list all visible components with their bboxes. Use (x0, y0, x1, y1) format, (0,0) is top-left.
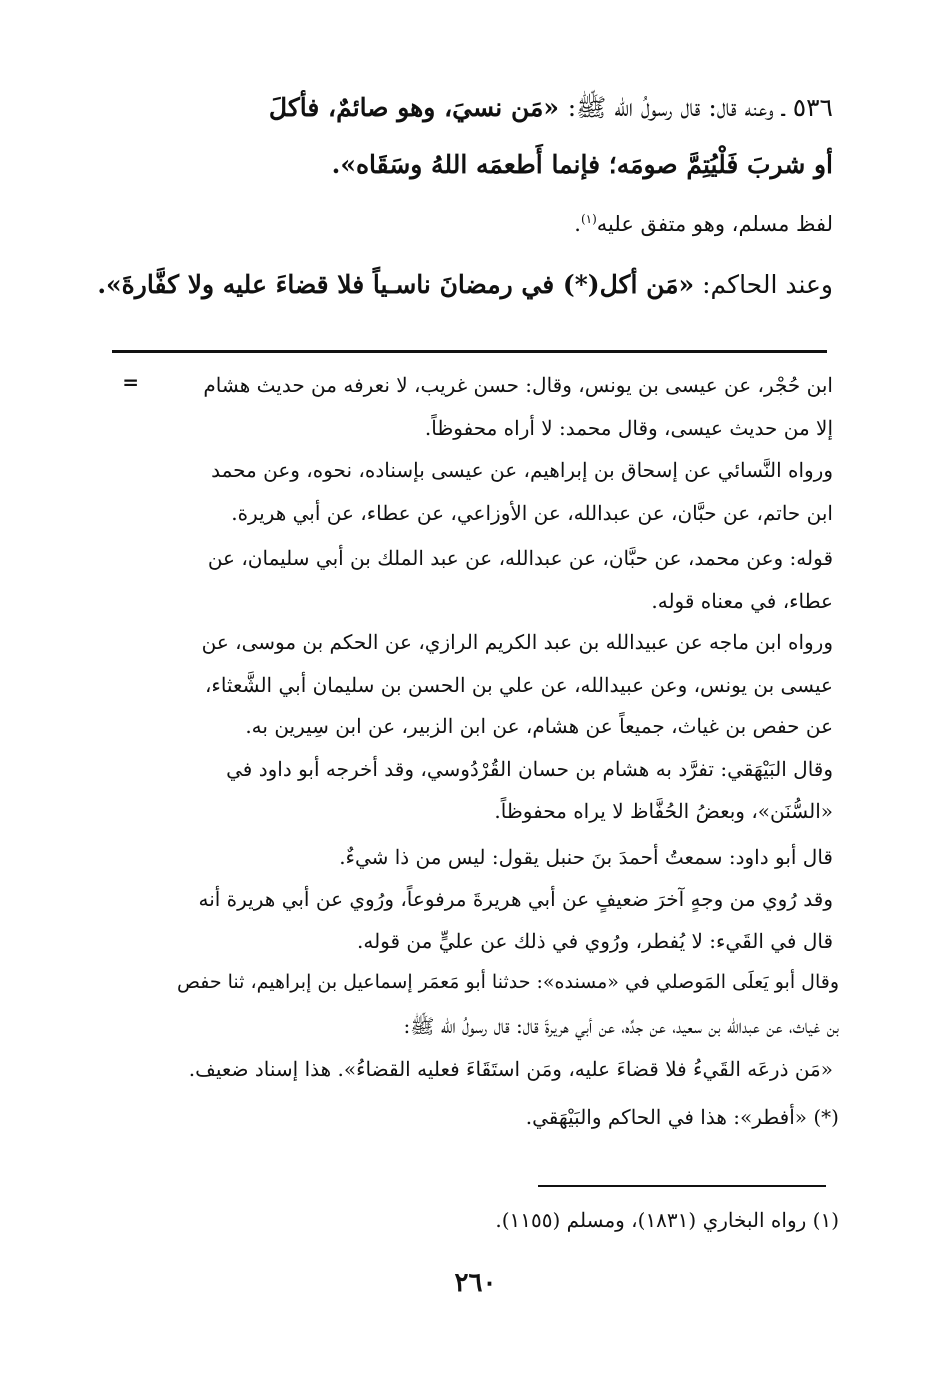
hadith-line-2: أو شربَ فَلْيُتِمَّ صومَه؛ فإنما أَطعمَه اللهُ وسَقَاه». (331, 150, 833, 179)
footnote-ref: (١) (580, 212, 597, 226)
note-line: إلا من حديث عيسى، وقال محمد: لا أراه محفوظاً. (424, 416, 833, 440)
page-number: ٢٦٠ (454, 1268, 497, 1298)
note-line: عن حفص بن غياث، جميعاً عن هشام، عن ابن الزبير، عن ابن سِيرين به. (245, 714, 833, 738)
note-line: قال في القَيء: لا يُفطر، ورُوي في ذلك عن عليٍّ من قوله. (356, 929, 833, 953)
note-line: ورواه ابن ماجه عن عبيدالله بن عبد الكريم الرازي، عن الحكم بن موسى، عن (201, 630, 833, 654)
hadith-line-4-lead: وعند الحاكم: (694, 270, 833, 299)
hadith-line-1-lead: ٥٣٦ ـ وعنه قال: قال رسولُ الله ﷺ: (567, 93, 833, 122)
hadith-line-1-quote: «مَن نسيَ، وهو صائمٌ، فأكلَ (268, 93, 568, 122)
note-line: ورواه النَّسائي عن إسحاق بن إبراهيم، عن عيسى بإسناده، نحوه، وعن محمد (211, 458, 833, 482)
note-line: «السُّنَن»، وبعضُ الحُفَّاظ لا يراه محفوظاً. (494, 799, 833, 823)
hadith-line-3-text: لفظ مسلم، وهو متفق عليه (596, 212, 833, 236)
footnote-separator-rule (538, 1185, 826, 1187)
hadith-line-4 (97, 270, 833, 299)
note-line: ابن حُجْر، عن عيسى بن يونس، وقال: حسن غريب، لا نعرفه من حديث هشام (203, 373, 833, 397)
note-line: وقال البَيْهَقي: تفرَّد به هشام بن حسان القُرْدُوسي، وقد أخرجه أبو داود في (226, 757, 833, 781)
note-line: وقال أبو يَعلَى المَوصلي في «مسنده»: حدثنا أبو مَعمَر إسماعيل بن إبراهيم، ثنا حفص (176, 971, 839, 993)
note-line: قوله: وعن محمد، عن حبَّان، عن عبدالله، عن عبد الملك بن أبي سليمان، عن (207, 546, 833, 570)
note-line: عيسى بن يونس، وعن عبيدالله، عن علي بن الحسن بن سليمان أبي الشَّعثاء، (204, 673, 833, 697)
note-line: قال أبو داود: سمعتُ أحمدَ بنَ حنبل يقول: ليس من ذا شيءٌ. (339, 845, 833, 869)
main-separator-rule (112, 350, 827, 353)
hadith-line-3 (574, 212, 833, 236)
note-line: «مَن ذرعَه القَيءُ فلا قضاءَ عليه، ومَن استَقَاءَ فعليه القضاءُ». هذا إسناد ضعيف. (188, 1057, 833, 1081)
note-line: بن غياث، عن عبدالله بن سعيد، عن جدِّه، عن أبي هريرةَ قال: قال رسولُ الله ﷺ: (403, 1014, 839, 1038)
star-note: (*) «أفطر»: هذا في الحاكم والبَيْهَقي. (525, 1105, 839, 1129)
note-line: وقد رُوي من وجهٍ آخرَ ضعيفٍ عن أبي هريرةَ مرفوعاً، ورُوي عن أبي هريرة أنه (198, 887, 833, 911)
hadith-line-1 (269, 92, 833, 129)
hadith-line-4-quote: «مَن أكل(*) في رمضانَ ناسـياً فلا قضاءَ عليه ولا كفَّارةَ». (97, 270, 695, 299)
continuation-mark: = (122, 370, 139, 394)
hadith-line-3-end: . (574, 212, 581, 236)
footnote-1: (١) رواه البخاري (١٨٣١)، ومسلم (١١٥٥). (495, 1208, 839, 1232)
note-line: عطاء، في معناه قوله. (651, 589, 833, 613)
note-line: ابن حاتم، عن حبَّان، عن عبدالله، عن الأوزاعي، عن عطاء، عن أبي هريرة. (231, 501, 833, 525)
